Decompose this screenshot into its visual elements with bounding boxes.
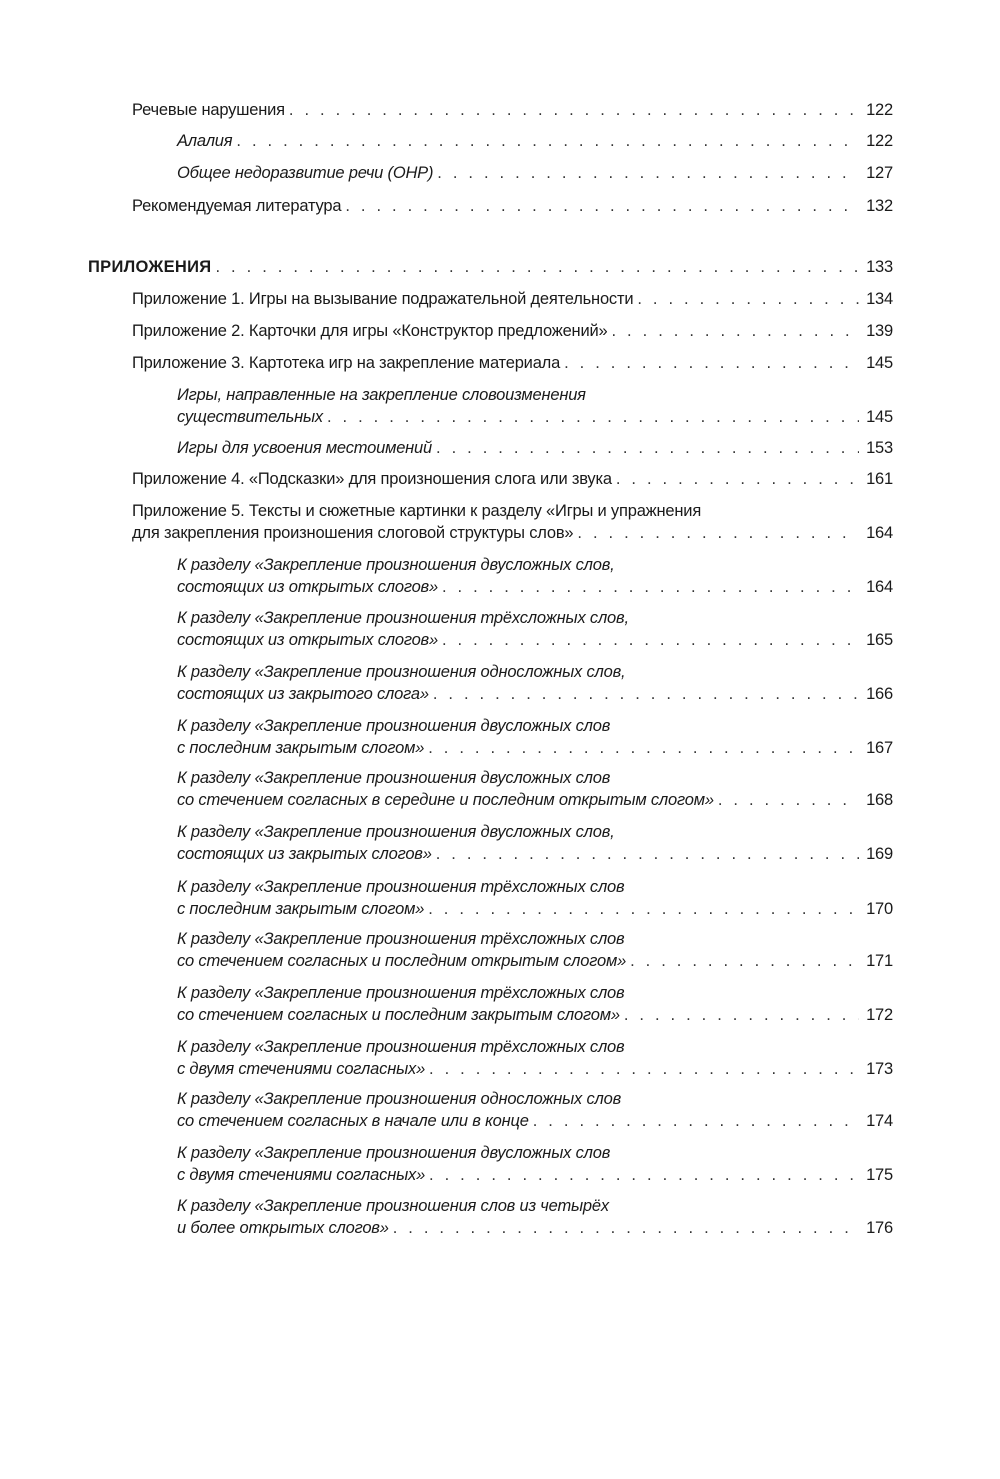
toc-entry-title-cont: со стечением согласных и последним закрытым слогом» [177,1006,620,1024]
toc-entry-title-line: К разделу «Закрепление произношения двусложных слов, [177,556,615,574]
toc-page-number: 169 [866,845,893,863]
toc-entry-title-line: К разделу «Закрепление произношения двусложных слов, [177,823,615,841]
toc-entry [177,767,893,811]
dot-leader [437,162,859,184]
toc-entry [132,99,893,121]
toc-entry [132,500,893,544]
toc-entry-title-line: К разделу «Закрепление произношения трёхсложных слов [177,1038,625,1056]
dot-leader [611,320,859,342]
toc-entry [132,288,893,310]
dot-leader [624,1004,859,1026]
toc-page-number: 166 [866,685,893,703]
toc-entry-title-cont: и более открытых слогов» [177,1219,389,1237]
toc-entry-title-line: К разделу «Закрепление произношения двусложных слов [177,769,611,787]
dot-leader [289,99,859,121]
toc-page-number: 172 [866,1006,893,1024]
toc-entry-title-cont: с двумя стечениями согласных» [177,1166,426,1184]
toc-entry [177,1036,893,1080]
dot-leader [436,843,859,865]
toc-entry [177,384,893,428]
toc-entry [177,928,893,972]
dot-leader [428,898,859,920]
toc-page-number: 174 [866,1112,893,1130]
dot-leader [236,130,859,152]
toc-entry [177,661,893,705]
dot-leader [577,522,859,544]
toc-entry-title-cont: существительных [177,408,323,426]
toc-entry [177,437,893,459]
toc-entry-title: Приложение 2. Карточки для игры «Конструктор предложений» [132,322,608,340]
dot-leader [429,1164,859,1186]
dot-leader [436,437,859,459]
toc-entry-title-cont: состоящих из открытых слогов» [177,578,438,596]
toc-page-number: 127 [866,164,893,182]
toc-entry [177,130,893,152]
toc-page-number: 164 [866,578,893,596]
toc-entry-title-cont: для закрепления произношения слоговой структуры слов» [132,524,574,542]
toc-page-number: 165 [866,631,893,649]
dot-leader [637,288,859,310]
dot-leader [393,1217,859,1239]
toc-entry-title: Приложение 1. Игры на вызывание подражательной деятельности [132,290,634,308]
toc-page-number: 122 [866,101,893,119]
toc-entry-title-line: К разделу «Закрепление произношения трёхсложных слов [177,930,625,948]
toc-entry [132,468,893,490]
toc-entry-title: Речевые нарушения [132,101,285,119]
toc-entry [177,821,893,865]
toc-entry [177,982,893,1026]
toc-page-number: 133 [866,258,893,276]
toc-entry-title-line: Приложение 5. Тексты и сюжетные картинки к разделу «Игры и упражнения [132,502,702,520]
toc-page-number: 168 [866,791,893,809]
toc-entry [177,607,893,651]
toc-part-heading [88,256,893,278]
dot-leader [718,789,859,811]
toc-entry-title: ПРИЛОЖЕНИЯ [88,258,212,276]
toc-entry [177,1142,893,1186]
toc-entry-title: Приложение 4. «Подсказки» для произношения слога или звука [132,470,612,488]
toc-entry-title: Игры для усвоения местоимений [177,439,433,457]
toc-entry-title-line: К разделу «Закрепление произношения трёхсложных слов, [177,609,629,627]
toc-entry-title-line: Игры, направленные на закрепление словоизменения [177,386,586,404]
toc-page-number: 153 [866,439,893,457]
toc-entry [177,554,893,598]
toc-entry-title: Алалия [177,132,233,150]
toc-entry [132,195,893,217]
toc-entry-title-cont: состоящих из открытых слогов» [177,631,438,649]
toc-page-number: 161 [866,470,893,488]
toc-entry [132,352,893,374]
dot-leader [428,737,859,759]
toc-entry-title: Приложение 3. Картотека игр на закрепление материала [132,354,561,372]
toc-entry-title-cont: с последним закрытым слогом» [177,739,425,757]
toc-entry-title-line: К разделу «Закрепление произношения односложных слов, [177,663,626,681]
toc-entry [177,162,893,184]
dot-leader [429,1058,859,1080]
toc-entry-title-cont: состоящих из закрытого слога» [177,685,429,703]
toc-page-number: 139 [866,322,893,340]
dot-leader [564,352,859,374]
toc-entry-title-line: К разделу «Закрепление произношения слов из четырёх [177,1197,609,1215]
toc-entry-title-line: К разделу «Закрепление произношения двусложных слов [177,717,611,735]
toc-entry-title-cont: со стечением согласных и последним открытым слогом» [177,952,627,970]
toc-page-number: 173 [866,1060,893,1078]
toc-page-number: 175 [866,1166,893,1184]
toc-entry [177,715,893,759]
toc-entry-title: Общее недоразвитие речи (ОНР) [177,164,434,182]
toc-entry-title-cont: со стечением согласных в начале или в конце [177,1112,529,1130]
toc-entry-title-line: К разделу «Закрепление произношения односложных слов [177,1090,622,1108]
toc-page-number: 170 [866,900,893,918]
toc-page-number: 171 [866,952,893,970]
toc-entry [177,1195,893,1239]
toc-entry-title-cont: с последним закрытым слогом» [177,900,425,918]
toc-page-number: 176 [866,1219,893,1237]
dot-leader [442,576,859,598]
toc-entry [177,1088,893,1132]
dot-leader [442,629,859,651]
toc-entry [132,320,893,342]
toc-page-number: 134 [866,290,893,308]
dot-leader [433,683,859,705]
toc-entry-title-cont: с двумя стечениями согласных» [177,1060,426,1078]
toc-entry-title-line: К разделу «Закрепление произношения трёхсложных слов [177,878,625,896]
toc-page-number: 145 [866,354,893,372]
toc-entry-title-cont: состоящих из закрытых слогов» [177,845,432,863]
toc-page-number: 145 [866,408,893,426]
toc-page-number: 132 [866,197,893,215]
toc-page-number: 167 [866,739,893,757]
dot-leader [533,1110,859,1132]
dot-leader [616,468,859,490]
dot-leader [345,195,859,217]
dot-leader [215,256,859,278]
dot-leader [327,406,859,428]
toc-entry-title-line: К разделу «Закрепление произношения трёхсложных слов [177,984,625,1002]
toc-entry-title: Рекомендуемая литература [132,197,342,215]
toc-page-number: 164 [866,524,893,542]
dot-leader [630,950,859,972]
toc-page-number: 122 [866,132,893,150]
toc-entry-title-cont: со стечением согласных в середине и последним открытым слогом» [177,791,714,809]
toc-entry [177,876,893,920]
toc-entry-title-line: К разделу «Закрепление произношения двусложных слов [177,1144,611,1162]
